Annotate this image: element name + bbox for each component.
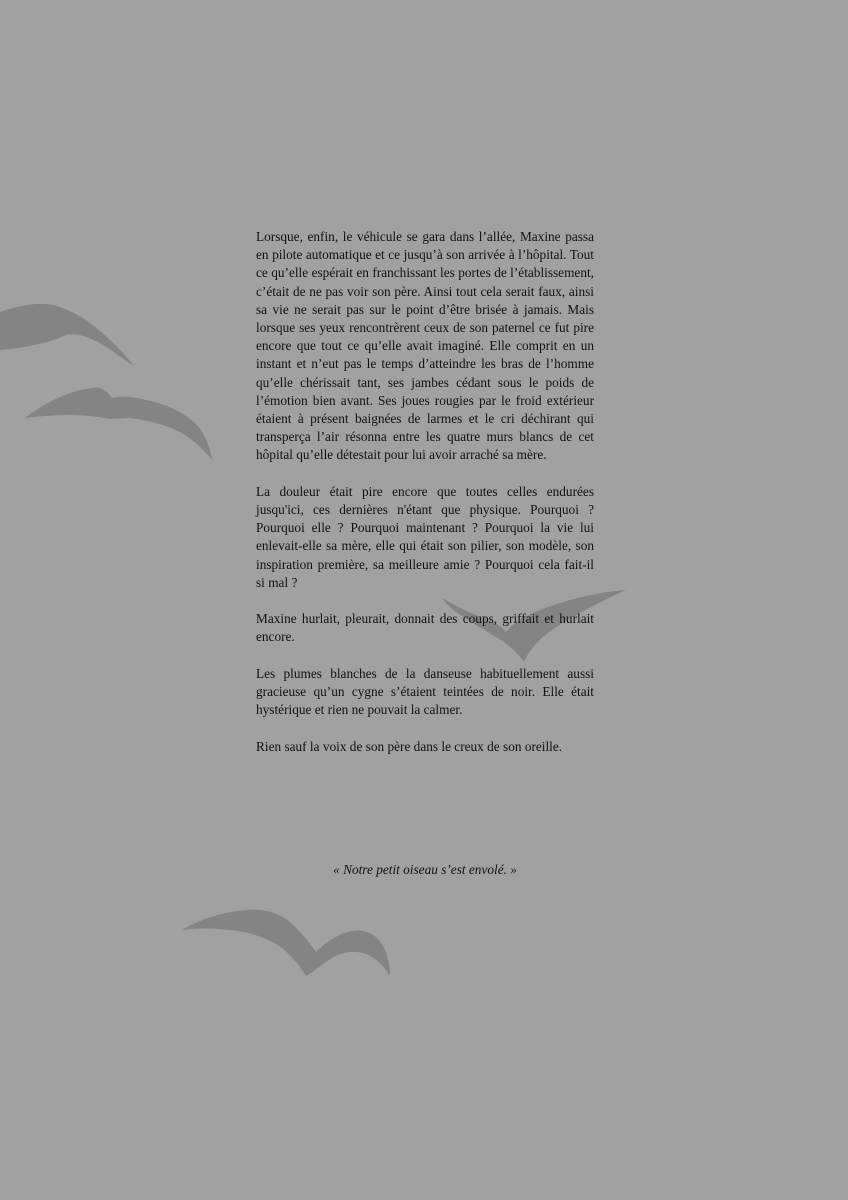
paragraph-3: Maxine hurlait, pleurait, donnait des coups, griffait et hurlait encore. — [256, 611, 594, 645]
bird-silhouette-icon — [182, 910, 390, 976]
story-text — [256, 228, 594, 774]
closing-quote: « Notre petit oiseau s’est envolé. » — [333, 862, 517, 877]
paragraph-5: Rien sauf la voix de son père dans le creux de son oreille. — [256, 738, 563, 754]
bird-silhouette-icon — [25, 388, 212, 460]
paragraph-2: La douleur était pire encore que toutes celles endurées jusqu'ici, ces dernières n'étant que physique. Pourquoi ? Pourquoi elle ? Pourquoi maintenant ? Pourquoi la vie lui enlevait-elle sa mère, elle qui était son pilier, son modèle, son inspiration première, sa meilleure amie ? Pourquoi cela fait-il si mal ? — [256, 483, 594, 590]
paragraph-4: Les plumes blanches de la danseuse habituellement aussi gracieuse qu’un cygne s’étaient teintées de noir. Elle était hystérique et rien ne pouvait la calmer. — [256, 665, 594, 718]
bird-silhouette-icon — [0, 304, 134, 366]
paragraph-1: Lorsque, enfin, le véhicule se gara dans l’allée, Maxine passa en pilote automatique et ce jusqu’à son arrivée à l’hôpital. Tout ce qu’elle espérait en franchissant les portes de l’établissement, c’était de ne pas voir son père. Ainsi tout cela serait faux, ainsi sa vie ne serait pas sur le point d’être brisée à jamais. Mais lorsque ses yeux rencontrèrent ceux de son paternel ce fut pire encore que tout ce qu’elle avait imaginé. Elle comprit en un instant et n’eut pas le temps d’atteindre les bras de l’homme qu’elle chérissait tant, ses jambes cédant sous le poids de l’émotion bien avant. Ses joues rougies par le froid extérieur étaient à présent baignées de larmes et le cri déchirant qui transperça l’air résonna entre les quatre murs blancs de cet hôpital qu’elle détestait pour lui avoir arraché sa mère. — [256, 229, 594, 463]
